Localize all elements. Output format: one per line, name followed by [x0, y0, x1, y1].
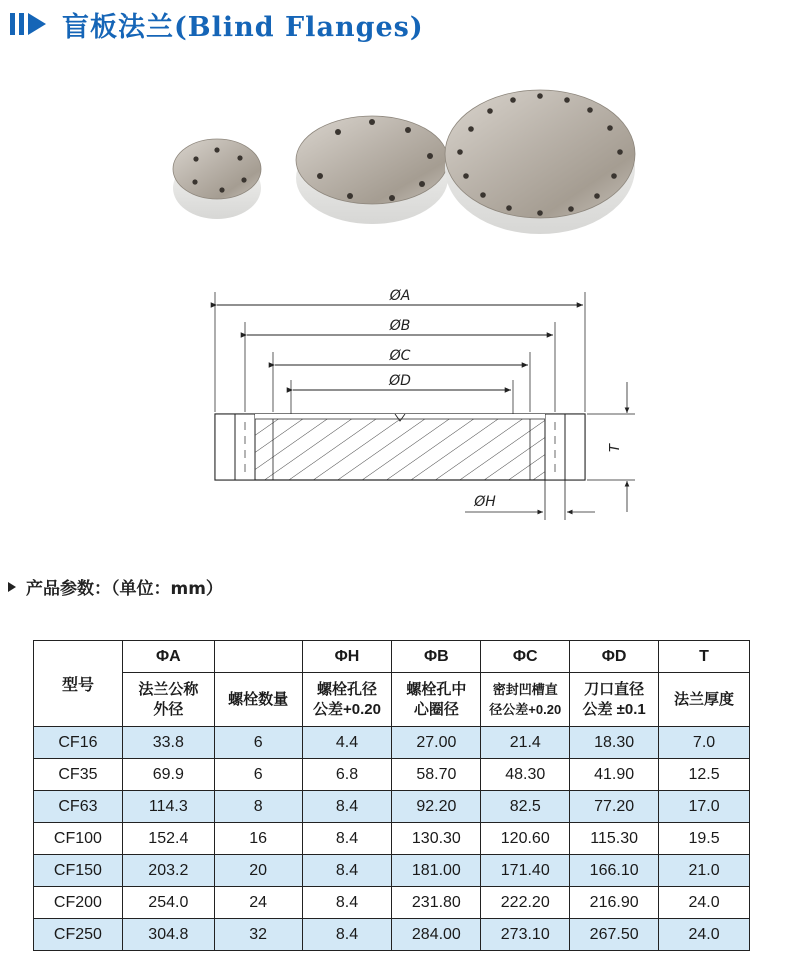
value-cell: 216.90 — [570, 887, 659, 919]
value-cell: 181.00 — [392, 855, 481, 887]
value-cell: 8.4 — [302, 887, 392, 919]
table-row — [34, 759, 750, 791]
table-header-row-symbols — [34, 641, 750, 673]
value-cell: 8.4 — [302, 855, 392, 887]
table-header-row-desc — [34, 673, 750, 727]
header-desc: 刀口直径 公差 ±0.1 — [570, 673, 659, 727]
value-cell: 120.60 — [481, 823, 570, 855]
value-cell: 58.70 — [392, 759, 481, 791]
value-cell: 32 — [214, 919, 302, 951]
header-desc: 法兰公称 外径 — [122, 673, 214, 727]
title-bar — [8, 4, 424, 44]
value-cell: 267.50 — [570, 919, 659, 951]
value-cell: 19.5 — [659, 823, 750, 855]
header-symbol: ΦB — [392, 641, 481, 673]
value-cell: 21.4 — [481, 727, 570, 759]
spec-table-body — [34, 727, 750, 951]
header-desc: 螺栓孔径 公差+0.20 — [302, 673, 392, 727]
value-cell: 273.10 — [481, 919, 570, 951]
model-cell: CF63 — [34, 791, 123, 823]
value-cell: 115.30 — [570, 823, 659, 855]
value-cell: 7.0 — [659, 727, 750, 759]
value-cell: 41.90 — [570, 759, 659, 791]
header-symbol — [214, 641, 302, 673]
model-cell: CF150 — [34, 855, 123, 887]
table-row — [34, 727, 750, 759]
dim-label-c: ØC — [389, 348, 411, 364]
header-symbol: ΦH — [302, 641, 392, 673]
value-cell: 21.0 — [659, 855, 750, 887]
value-cell: 8.4 — [302, 791, 392, 823]
table-row — [34, 919, 750, 951]
params-section-label — [8, 574, 223, 599]
value-cell: 12.5 — [659, 759, 750, 791]
flange-product-photo — [160, 88, 640, 238]
value-cell: 171.40 — [481, 855, 570, 887]
value-cell: 8 — [214, 791, 302, 823]
model-cell: CF200 — [34, 887, 123, 919]
value-cell: 8.4 — [302, 919, 392, 951]
value-cell: 20 — [214, 855, 302, 887]
header-desc: 密封凹槽直 径公差+0.20 — [481, 673, 570, 727]
header-desc: 法兰厚度 — [659, 673, 750, 727]
value-cell: 304.8 — [122, 919, 214, 951]
header-symbol: T — [659, 641, 750, 673]
dim-label-a: ØA — [389, 288, 411, 304]
value-cell: 222.20 — [481, 887, 570, 919]
value-cell: 24.0 — [659, 919, 750, 951]
model-cell: CF100 — [34, 823, 123, 855]
value-cell: 6.8 — [302, 759, 392, 791]
page-title: 盲板法兰(Blind Flanges) — [62, 11, 424, 43]
spec-table — [33, 640, 750, 951]
value-cell: 33.8 — [122, 727, 214, 759]
dim-label-t: T — [608, 444, 623, 452]
params-label-text: 产品参数：（单位：mm） — [26, 579, 223, 599]
flange-cf35-photo — [296, 116, 448, 224]
header-desc: 螺栓孔中 心圈径 — [392, 673, 481, 727]
value-cell: 17.0 — [659, 791, 750, 823]
flange-section-body — [215, 414, 585, 480]
dim-label-b: ØB — [389, 318, 411, 334]
dim-label-h: ØH — [474, 494, 496, 510]
value-cell: 203.2 — [122, 855, 214, 887]
header-symbol: ΦD — [570, 641, 659, 673]
value-cell: 27.00 — [392, 727, 481, 759]
value-cell: 254.0 — [122, 887, 214, 919]
value-cell: 24 — [214, 887, 302, 919]
table-row — [34, 823, 750, 855]
value-cell: 48.30 — [481, 759, 570, 791]
model-cell: CF16 — [34, 727, 123, 759]
model-cell: CF35 — [34, 759, 123, 791]
value-cell: 16 — [214, 823, 302, 855]
flange-cross-section-diagram — [195, 272, 655, 530]
value-cell: 231.80 — [392, 887, 481, 919]
value-cell: 130.30 — [392, 823, 481, 855]
value-cell: 92.20 — [392, 791, 481, 823]
value-cell: 152.4 — [122, 823, 214, 855]
table-row — [34, 855, 750, 887]
value-cell: 77.20 — [570, 791, 659, 823]
value-cell: 114.3 — [122, 791, 214, 823]
header-model: 型号 — [34, 641, 123, 727]
value-cell: 18.30 — [570, 727, 659, 759]
header-symbol: ΦA — [122, 641, 214, 673]
value-cell: 4.4 — [302, 727, 392, 759]
flange-cf63-photo — [445, 90, 635, 234]
value-cell: 166.10 — [570, 855, 659, 887]
bullet-triangle-icon — [8, 582, 16, 592]
arrow-marker-icon — [8, 9, 58, 39]
header-desc: 螺栓数量 — [214, 673, 302, 727]
table-row — [34, 791, 750, 823]
value-cell: 6 — [214, 727, 302, 759]
value-cell: 24.0 — [659, 887, 750, 919]
value-cell: 82.5 — [481, 791, 570, 823]
header-symbol: ΦC — [481, 641, 570, 673]
dim-label-d: ØD — [389, 373, 411, 389]
flange-cf16-photo — [173, 139, 261, 219]
table-row — [34, 887, 750, 919]
value-cell: 8.4 — [302, 823, 392, 855]
model-cell: CF250 — [34, 919, 123, 951]
value-cell: 69.9 — [122, 759, 214, 791]
value-cell: 284.00 — [392, 919, 481, 951]
value-cell: 6 — [214, 759, 302, 791]
